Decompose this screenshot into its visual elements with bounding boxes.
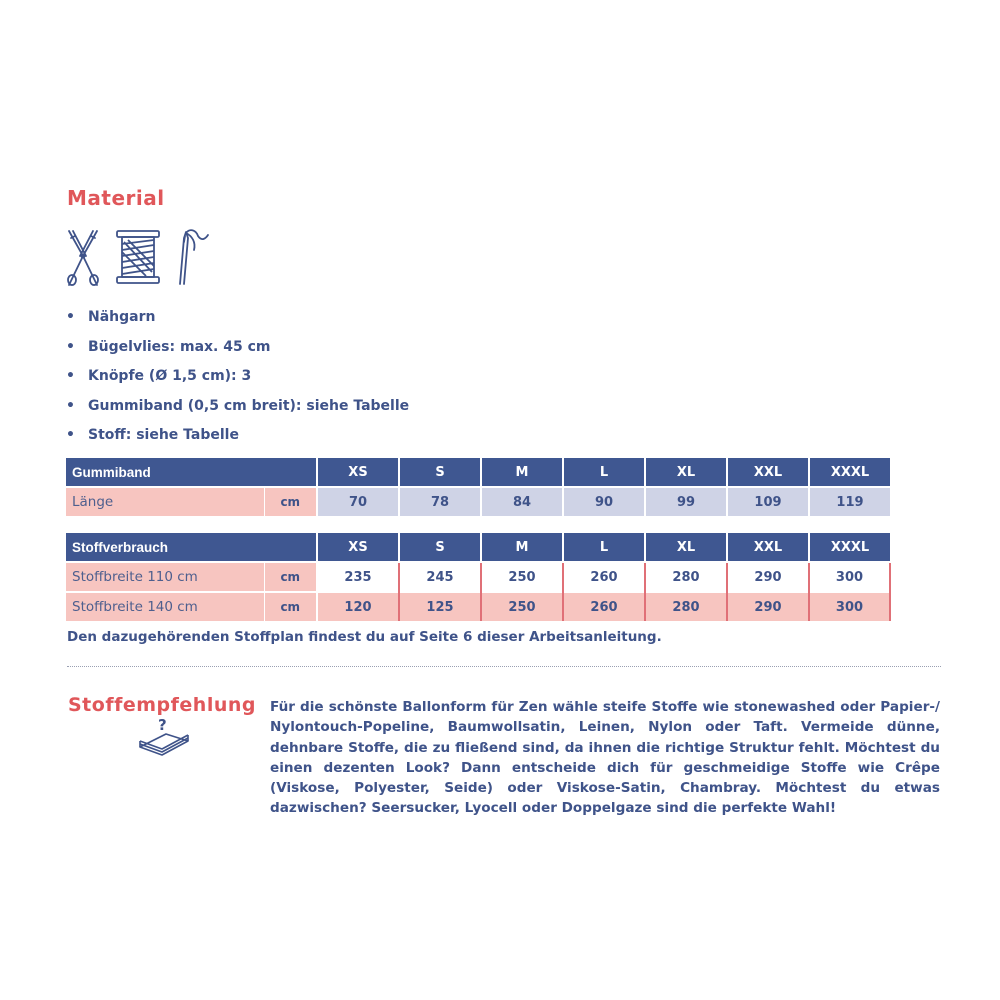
table-cell: 235	[317, 562, 399, 592]
table-cell: 119	[809, 487, 890, 516]
table-cell: 250	[481, 592, 563, 621]
stoffplan-note: Den dazugehörenden Stoffplan findest du auf Seite 6 dieser Arbeitsanleitung.	[67, 629, 662, 645]
material-icons	[64, 228, 214, 286]
table-row	[66, 592, 890, 621]
table-cell: 260	[563, 562, 645, 592]
table-header-unit	[264, 458, 317, 487]
table-cell: 280	[645, 592, 727, 621]
size-header: XXL	[727, 458, 809, 487]
size-header: S	[399, 533, 481, 562]
row-unit: cm	[264, 487, 317, 516]
table-row	[66, 487, 890, 516]
row-unit: cm	[264, 592, 317, 621]
list-item: • Gummiband (0,5 cm breit): siehe Tabelle	[66, 395, 409, 425]
bullet: •	[66, 397, 75, 414]
size-header: XL	[645, 458, 727, 487]
table-cell: 280	[645, 562, 727, 592]
size-header: M	[481, 533, 563, 562]
table-cell: 290	[727, 562, 809, 592]
table-cell: 260	[563, 592, 645, 621]
table-cell: 90	[563, 487, 645, 516]
table-header-unit	[264, 533, 317, 562]
table-cell: 70	[317, 487, 399, 516]
table-cell: 300	[809, 562, 890, 592]
size-header: XXL	[727, 533, 809, 562]
size-header: S	[399, 458, 481, 487]
list-item: • Stoff: siehe Tabelle	[66, 424, 409, 454]
table-cell: 99	[645, 487, 727, 516]
material-list	[66, 306, 409, 454]
table-cell: 125	[399, 592, 481, 621]
row-label: Länge	[66, 487, 264, 516]
table-cell: 78	[399, 487, 481, 516]
recommendation-text: Für die schönste Ballonform für Zen wähle steife Stoffe wie stonewashed oder Papier-/ Nylontouch-Popeline, Baumwollsatin, Leinen, Nylon oder Taft. Vermeide dünne, dehnbare Stoffe, die zu fließend sind, da ihnen die richtige Struktur fehlt. Möchtest du einen dezenten Look? Dann entscheide dich für geschmeidige Stoffe wie Crêpe (Viskose, Polyester, Seide) oder Viskose-Satin, Chambray. Möchtest du etwas dazwischen? Seersucker, Lyocell oder Doppelgaze sind die perfekte Wahl!	[270, 699, 940, 817]
list-item: • Bügelvlies: max. 45 cm	[66, 336, 409, 366]
row-unit: cm	[264, 562, 317, 592]
table-header-row	[66, 533, 890, 562]
gummiband-table	[66, 458, 890, 516]
divider	[67, 666, 941, 667]
size-header: XXXL	[809, 458, 890, 487]
list-item: • Knöpfe (Ø 1,5 cm): 3	[66, 365, 409, 395]
needle-icon	[172, 228, 212, 286]
size-header: XL	[645, 533, 727, 562]
table-cell: 84	[481, 487, 563, 516]
size-header: XXXL	[809, 533, 890, 562]
fabric-question-icon	[138, 717, 190, 757]
bullet: •	[66, 368, 75, 384]
table-row	[66, 562, 890, 592]
table-cell: 290	[727, 592, 809, 621]
scissors-icon	[64, 228, 102, 286]
table-cell: 109	[727, 487, 809, 516]
table-cell: 245	[399, 562, 481, 592]
stoffverbrauch-table	[66, 533, 891, 621]
list-item: • Nähgarn	[66, 306, 409, 336]
table-cell: 250	[481, 562, 563, 592]
size-header: XS	[317, 458, 399, 487]
table-header-label: Gummiband	[66, 458, 264, 487]
material-title: Material	[67, 186, 165, 210]
question-mark: ?	[158, 717, 167, 734]
size-header: XS	[317, 533, 399, 562]
bullet: •	[66, 338, 75, 355]
bullet: •	[66, 427, 75, 443]
thread-spool-icon	[114, 228, 162, 286]
recommendation-title: Stoffempfehlung	[68, 694, 256, 716]
row-label: Stoffbreite 110 cm	[66, 562, 264, 592]
table-header-label: Stoffverbrauch	[66, 533, 264, 562]
size-header: L	[563, 533, 645, 562]
size-header: M	[481, 458, 563, 487]
size-header: L	[563, 458, 645, 487]
table-cell: 120	[317, 592, 399, 621]
bullet: •	[66, 309, 75, 325]
row-label: Stoffbreite 140 cm	[66, 592, 264, 621]
table-cell: 300	[809, 592, 890, 621]
table-header-row	[66, 458, 890, 487]
